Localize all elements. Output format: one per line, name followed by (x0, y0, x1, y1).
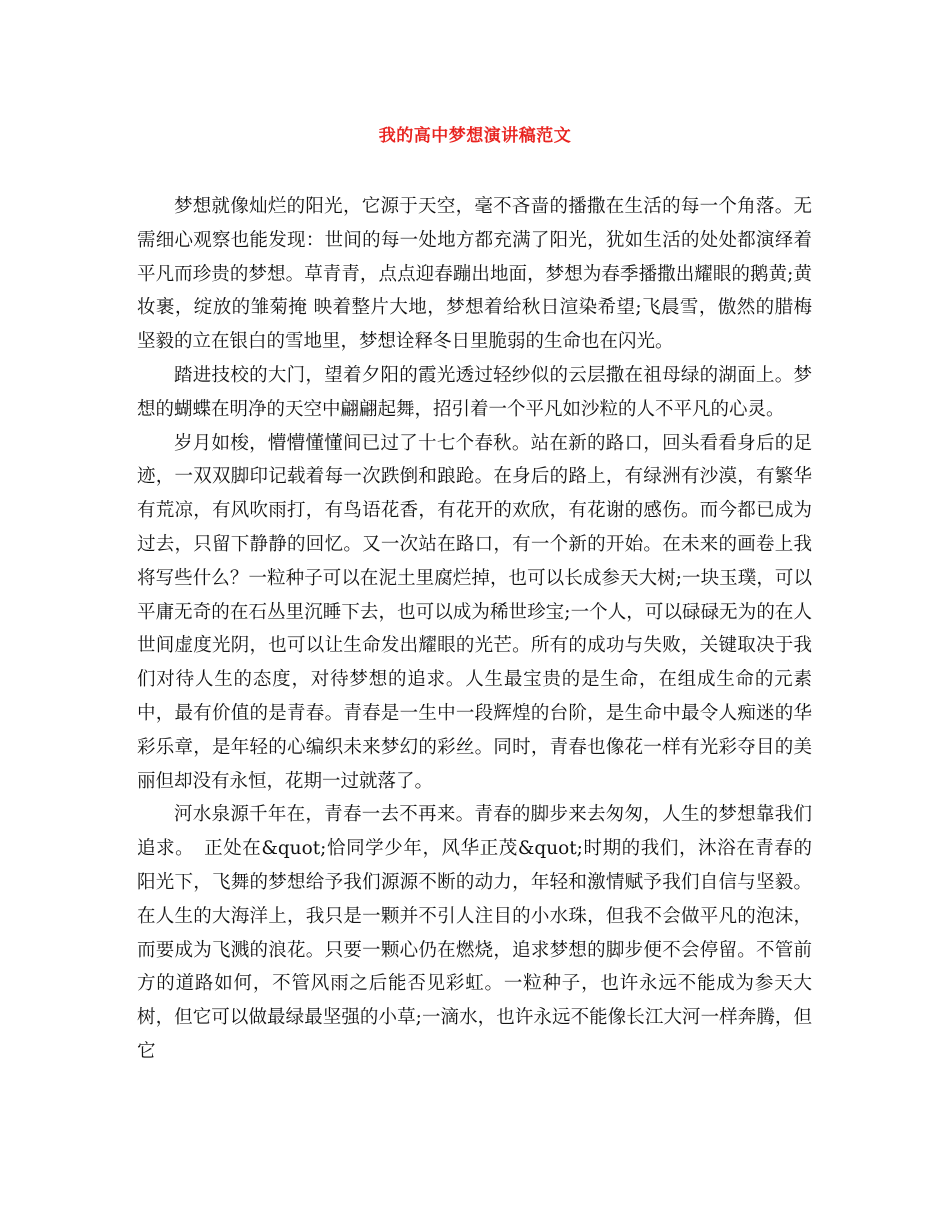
paragraph-3: 岁月如梭，懵懵懂懂间已过了十七个春秋。站在新的路口，回头看看身后的足迹，一双双脚印记载着每一次跌倒和踉跄。在身后的路上，有绿洲有沙漠，有繁华有荒凉，有风吹雨打，有鸟语花香，有花开的欢欣，有花谢的感伤。而今都已成为过去，只留下静静的回忆。又一次站在路口，有一个新的开始。在未来的画卷上我将写些什么？一粒种子可以在泥土里腐烂掉，也可以长成参天大树;一块玉璞，可以平庸无奇的在石丛里沉睡下去，也可以成为稀世珍宝;一个人，可以碌碌无为的在人世间虚度光阴，也可以让生命发出耀眼的光芒。所有的成功与失败，关键取决于我们对待人生的态度，对待梦想的追求。人生最宝贵的是生命，在组成生命的元素中，最有价值的是青春。青春是一生中一段辉煌的台阶，是生命中最令人痴迷的华彩乐章，是年轻的心编织未来梦幻的彩丝。同时，青春也像花一样有光彩夺目的美丽但却没有永恒，花期一过就落了。 (137, 432, 812, 792)
paragraph-4: 河水泉源千年在，青春一去不再来。青春的脚步来去匆匆，人生的梦想靠我们追求。 正处在&quot;恰同学少年，风华正茂&quot;时期的我们，沐浴在青春的阳光下，飞舞的梦想给予我们源源不断的动力，年轻和激情赋予我们自信与坚毅。在人生的大海洋上，我只是一颗并不引人注目的小水珠，但我不会做平凡的泡沫，而要成为飞溅的浪花。只要一颗心仍在燃烧，追求梦想的脚步便不会停留。不管前方的道路如何，不管风雨之后能否见彩虹。一粒种子，也许永远不能成为参天大树，但它可以做最绿最坚强的小草;一滴水，也许永远不能像长江大河一样奔腾，但它 (137, 804, 812, 1062)
document-title: 我的高中梦想演讲稿范文 (378, 126, 572, 146)
paragraph-2: 踏进技校的大门，望着夕阳的霞光透过轻纱似的云层撒在祖母绿的湖面上。梦想的蝴蝶在明净的天空中翩翩起舞，招引着一个平凡如沙粒的人不平凡的心灵。 (137, 364, 812, 420)
paragraph-1: 梦想就像灿烂的阳光，它源于天空，毫不吝啬的播撒在生活的每一个角落。无需细心观察也能发现：世间的每一处地方都充满了阳光，犹如生活的处处都演绎着平凡而珍贵的梦想。草青青，点点迎春蹦出地面，梦想为春季播撒出耀眼的鹅黄;黄妆裹，绽放的雏菊掩 映着整片大地，梦想着给秋日渲染希望;飞晨雪，傲然的腊梅坚毅的立在银白的雪地里，梦想诠释冬日里脆弱的生命也在闪光。 (137, 196, 812, 353)
document-body (137, 190, 812, 1069)
